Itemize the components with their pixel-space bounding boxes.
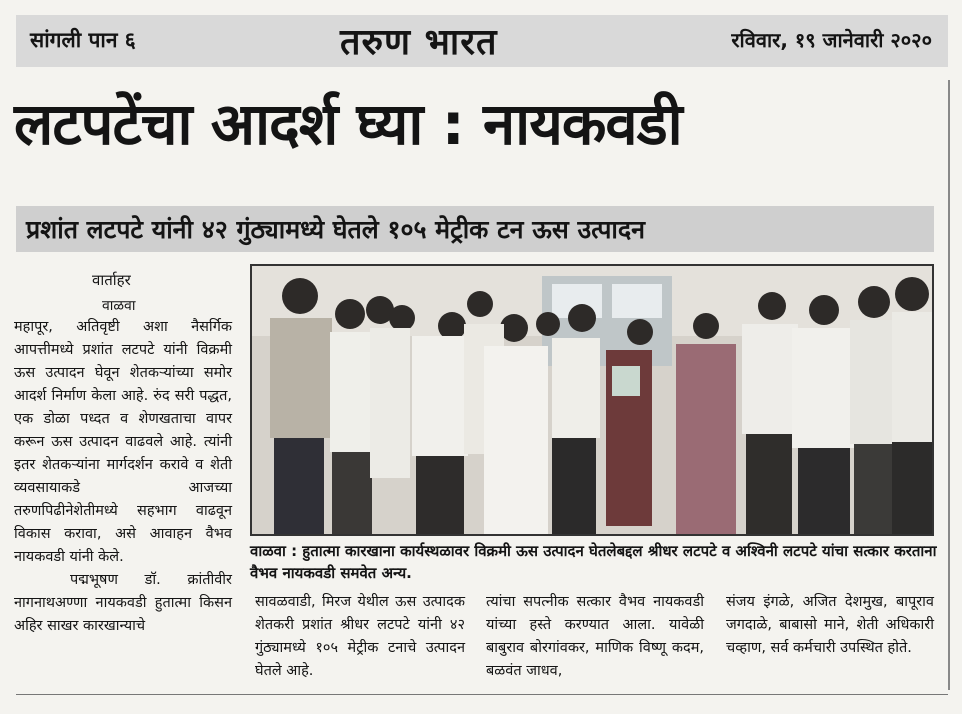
article-subheadline: प्रशांत लटपटे यांनी ४२ गुंठ्यामध्ये घेतले १०५ मेट्रीक टन ऊस उत्पादन xyxy=(26,215,646,244)
dateline-place: वाळवा xyxy=(102,298,136,314)
bottom-rule xyxy=(16,694,948,695)
column-divider xyxy=(948,80,950,690)
issue-date: रविवार, १९ जानेवारी २०२० xyxy=(731,28,932,52)
group-photo-illustration xyxy=(252,266,932,534)
article-column-3: त्यांचा सपत्नीक सत्कार वैभव नायकवडी यांच्या हस्ते करण्यात आला. यावेळी बाबुराव बोरगांवकर, माणिक विष्णू कदम, बळवंत जाधव, xyxy=(486,594,704,679)
byline: वार्ताहर xyxy=(92,271,131,289)
article-column-4: संजय इंगळे, अजित देशमुख, बापूराव जगदाळे, बाबासो माने, शेती अधिकारी चव्हाण, सर्व कर्मचारी उपस्थित होते. xyxy=(726,594,934,656)
article-paragraph: पद्मभूषण डॉ. क्रांतीवीर नागनाथअण्णा नायकवडी हुतात्मा किसन अहिर साखर कारखान्याचे xyxy=(14,572,232,634)
page-label: सांगली पान ६ xyxy=(30,28,136,52)
news-photo xyxy=(250,264,934,536)
newspaper-masthead: तरुण भारत xyxy=(340,22,498,63)
article-headline: लटपटेंचा आदर्श घ्या : नायकवडी xyxy=(14,90,682,158)
article-column-1 xyxy=(14,316,232,638)
article-paragraph: महापूर, अतिवृष्टी अशा नैसर्गिक आपत्तीमध्ये प्रशांत लटपटे यांनी विक्रमी ऊस उत्पादन घेवून शेतकऱ्यांच्या समोर आदर्श निर्माण केला आहे. रुंद सरी पद्धत, एक डोळा पध्दत व शेणखताचा वापर करून ऊस उत्पादन वाढवले आहे. त्यांनी इतर शेतकऱ्यांना मार्गदर्शन करावे व शेती व्यवसायाकडे आजच्या तरुणपिढीनेशेतीमध्ये सहभाग वाढवून विकास करावा, असे आवाहन वैभव नायकवडी यांनी केले. xyxy=(14,319,232,565)
photo-caption: वाळवा : हुतात्मा कारखाना कार्यस्थळावर विक्रमी ऊस उत्पादन घेतलेबद्दल श्रीधर लटपटे व अश्विनी लटपटे यांचा सत्कार करताना वैभव नायकवडी समवेत अन्य. xyxy=(250,542,937,582)
article-column-2: सावळवाडी, मिरज येथील ऊस उत्पादक शेतकरी प्रशांत श्रीधर लटपटे यांनी ४२ गुंठ्यामध्ये १०५ मेट्रीक टनाचे उत्पादन घेतले आहे. xyxy=(255,594,465,679)
